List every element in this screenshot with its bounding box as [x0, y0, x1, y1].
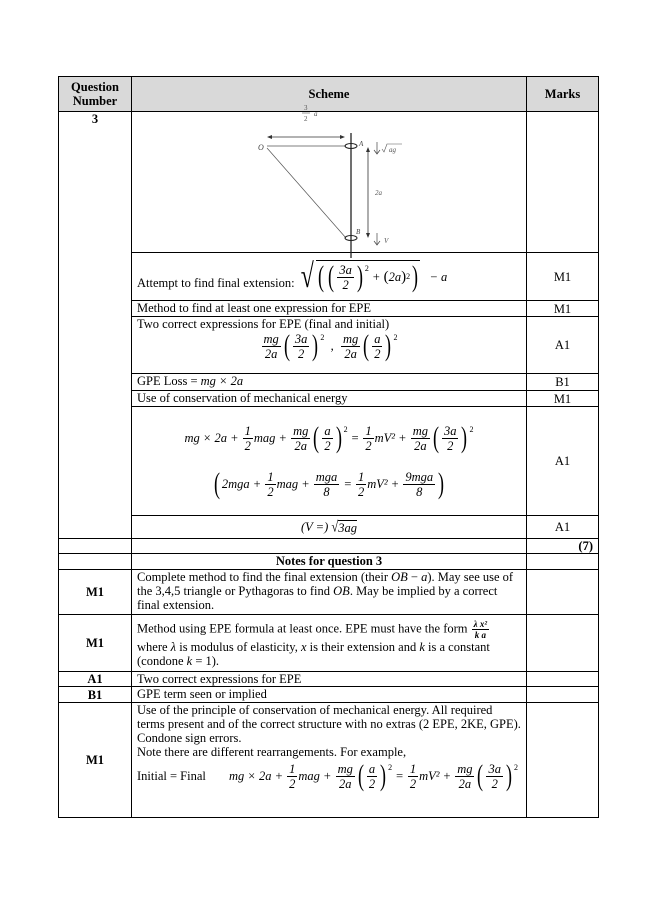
speed-A-label: ag	[389, 146, 396, 154]
right-paren: )	[401, 268, 407, 285]
math-text: 2	[358, 484, 365, 499]
empty-cell	[527, 687, 599, 703]
math-text: 3a	[488, 761, 501, 776]
left-paren: (	[432, 421, 439, 454]
mark: B1	[527, 374, 599, 391]
left-paren: (	[318, 260, 325, 293]
math-text: ,	[324, 339, 340, 353]
math-text: 2	[368, 776, 376, 791]
math-text: mag +	[298, 769, 335, 783]
math-text: mg	[412, 423, 428, 438]
denominator	[411, 439, 430, 453]
empty-cell	[527, 615, 599, 672]
math-text: mV² +	[374, 431, 410, 445]
denominator	[262, 347, 281, 361]
right-paren: )	[385, 329, 392, 362]
example-label: Initial = Final	[137, 769, 206, 783]
square-root	[331, 520, 357, 535]
fraction	[442, 424, 459, 453]
numerator	[314, 470, 340, 485]
math-text: 3a	[294, 331, 308, 346]
fraction	[322, 424, 332, 453]
text: Method using EPE formula at least once. EPE must have the form	[137, 620, 471, 635]
numerator	[341, 332, 360, 347]
math-text: +	[368, 270, 384, 284]
scheme-row	[59, 516, 599, 539]
final-extension-math	[298, 257, 448, 295]
text: . May be implied by a correct final extension.	[137, 584, 501, 612]
parenthesis-group	[384, 270, 411, 285]
empty-cell	[59, 554, 132, 570]
scheme-row	[59, 253, 599, 301]
math-text: 1	[365, 423, 372, 438]
math-text: (V =)	[300, 520, 332, 534]
mark: M1	[527, 391, 599, 407]
italic-text: a	[421, 570, 428, 584]
parenthesis-group	[356, 761, 392, 791]
text: −	[407, 570, 422, 584]
math-text: mg	[337, 761, 353, 776]
right-paren: )	[505, 759, 512, 792]
epe-expressions-cell	[132, 317, 527, 374]
fraction	[314, 470, 340, 499]
text: is their extension and	[306, 639, 420, 654]
scheme-row	[59, 391, 599, 407]
italic-text: OB	[391, 570, 408, 584]
note-text	[137, 703, 521, 759]
left-paren: (	[357, 759, 364, 792]
math-text: mg	[457, 761, 473, 776]
exponent: 2	[320, 333, 325, 342]
left-paren: (	[328, 260, 335, 293]
denominator	[403, 485, 435, 499]
math-text: 2	[342, 277, 349, 292]
fraction	[403, 470, 435, 499]
math-text: mga	[315, 469, 338, 484]
epe-expressions-math	[261, 331, 398, 361]
text: Two correct expressions for EPE	[137, 672, 302, 686]
math-text: a	[324, 423, 331, 438]
label-B: B	[356, 228, 361, 236]
denominator	[291, 439, 310, 453]
denominator	[337, 278, 354, 292]
right-paren: )	[412, 260, 419, 293]
parenthesis-group	[431, 423, 474, 453]
scheme-row	[59, 407, 599, 516]
note-mark: M1	[59, 615, 132, 672]
left-paren: (	[313, 421, 320, 454]
fraction	[486, 762, 503, 791]
mark: A1	[527, 516, 599, 539]
denominator	[442, 439, 459, 453]
final-answer	[301, 520, 357, 535]
parenthesis-group	[475, 761, 518, 791]
numerator	[291, 424, 310, 439]
math-text: 3a	[443, 423, 457, 438]
fraction	[293, 332, 310, 361]
string-OB	[267, 148, 346, 238]
question-number: 3	[59, 112, 132, 539]
note-mark: M1	[59, 703, 132, 818]
math-text: 2	[297, 346, 305, 361]
parenthesis-group	[311, 423, 347, 453]
right-paren: )	[380, 759, 387, 792]
math-text: 1	[358, 469, 365, 484]
radical-sign: √	[300, 257, 314, 295]
fraction	[243, 424, 253, 453]
math-text: 8	[416, 484, 423, 499]
math-text: 2	[324, 438, 331, 453]
total-marks: (7)	[527, 539, 599, 554]
math-text: a	[368, 761, 376, 776]
math-text: 2a	[344, 346, 357, 361]
fraction	[341, 332, 360, 361]
string-ring-diagram	[132, 103, 526, 244]
denominator	[455, 777, 474, 791]
exponent: 2	[343, 425, 348, 434]
numerator	[486, 762, 503, 777]
numerator	[411, 424, 430, 439]
horiz-num: 3	[304, 104, 308, 112]
gpe-math	[201, 374, 243, 388]
fraction	[337, 263, 354, 292]
note-mark: B1	[59, 687, 132, 703]
fraction	[408, 762, 418, 791]
italic-text: x	[300, 639, 307, 654]
denominator	[336, 777, 355, 791]
math-text: mg × 2a +	[184, 431, 242, 445]
italic-text: OB	[333, 584, 350, 598]
epe-expressions-label: Two correct expressions for EPE (final and initial)	[137, 317, 390, 331]
math-text: 2	[365, 438, 372, 453]
numerator	[322, 424, 332, 439]
fraction	[356, 470, 366, 499]
gpe-cell	[132, 374, 527, 391]
italic-text: k	[419, 639, 425, 654]
parenthesis-group	[282, 331, 325, 361]
text: where	[137, 639, 168, 654]
math-text: 2	[244, 438, 251, 453]
empty-cell	[527, 554, 599, 570]
math-text: 2	[374, 346, 381, 361]
math-text: mag +	[276, 477, 313, 491]
numerator	[455, 762, 474, 777]
mark-scheme-table	[58, 76, 599, 818]
text: GPE term seen or implied	[137, 687, 267, 701]
math-text: 9mga	[405, 469, 434, 484]
numerator	[356, 470, 366, 485]
example-equation	[229, 761, 518, 791]
math-text: 1	[409, 761, 417, 776]
text: ). May see use of the 3,4,5 triangle or Pythagoras to find	[137, 570, 517, 598]
radical-sign: √	[331, 518, 339, 535]
scheme-row	[59, 317, 599, 374]
final-extension-cell	[132, 253, 527, 301]
diagram-cell	[132, 104, 527, 253]
exponent: 2	[393, 333, 398, 342]
numerator	[408, 762, 418, 777]
note-row	[59, 672, 599, 687]
math-text: 2a	[414, 438, 427, 453]
left-paren: (	[363, 329, 370, 362]
diagram-row	[59, 112, 599, 253]
parenthesis-group	[326, 262, 369, 292]
right-paren: )	[356, 260, 363, 293]
math-text: 2	[289, 776, 296, 791]
denominator	[287, 777, 297, 791]
numerator	[262, 332, 281, 347]
math-text: λ x²	[473, 618, 488, 629]
epe-method-text: Method to find at least one expression for EPE	[132, 301, 527, 317]
header-scheme: Scheme	[132, 77, 527, 112]
denominator	[486, 777, 503, 791]
math-text: 2a	[458, 776, 472, 791]
mark: A1	[527, 407, 599, 516]
right-paren: )	[312, 329, 319, 362]
notes-title: Notes for question 3	[132, 554, 527, 570]
numerator	[372, 332, 382, 347]
fraction	[262, 332, 281, 361]
final-extension-label: Attempt to find final extension:	[137, 275, 295, 290]
numerator	[293, 332, 310, 347]
note-row	[59, 703, 599, 818]
math-text: 1	[267, 469, 274, 484]
empty-cell	[59, 539, 132, 554]
math-text: mag +	[253, 431, 291, 445]
math-text: − a	[420, 269, 448, 284]
math-text: 1	[244, 423, 251, 438]
note-text	[132, 687, 527, 703]
empty-cell	[527, 570, 599, 615]
mark: M1	[527, 301, 599, 317]
numerator	[265, 470, 275, 485]
header-question-number: Question Number	[59, 77, 132, 112]
horiz-var: a	[314, 110, 318, 118]
numerator	[243, 424, 253, 439]
numerator	[363, 424, 373, 439]
math-text: 2	[409, 776, 417, 791]
note-cell	[132, 703, 527, 818]
numerator	[367, 762, 377, 777]
numerator	[442, 424, 459, 439]
denominator	[341, 347, 360, 361]
text: = 1).	[192, 653, 220, 668]
text: Use of the principle of conservation of mechanical energy. All required terms present and of the correct structure with no extras (2 EPE, 2KE, GPE). Condone sign errors. Note there are different rearrangements. For example,	[137, 703, 521, 759]
math-text: 2	[267, 484, 274, 499]
denominator	[472, 630, 489, 640]
math-text: 3a	[339, 262, 352, 277]
denominator	[265, 485, 275, 499]
text: Complete method to find the final extension (their	[137, 570, 392, 584]
denominator	[293, 347, 310, 361]
fraction	[363, 424, 373, 453]
numerator	[337, 263, 354, 278]
left-paren: (	[383, 268, 389, 285]
numerator	[472, 619, 489, 630]
radicand	[338, 520, 357, 535]
denominator	[322, 439, 332, 453]
header-marks: Marks	[527, 77, 599, 112]
right-paren: )	[438, 467, 445, 500]
note-row	[59, 687, 599, 703]
final-answer-cell	[132, 516, 527, 539]
denominator	[356, 485, 366, 499]
numerator	[287, 762, 297, 777]
note-mark: M1	[59, 570, 132, 615]
math-text: mV² +	[419, 769, 455, 783]
scheme-row	[59, 374, 599, 391]
exponent: 2	[406, 271, 411, 281]
math-text: 3ag	[338, 520, 358, 535]
mark: A1	[527, 317, 599, 374]
left-paren: (	[283, 329, 290, 362]
square-root	[298, 257, 420, 295]
label-O: O	[258, 143, 264, 152]
fraction	[287, 762, 297, 791]
note-text	[132, 672, 527, 687]
math-text: 2	[447, 438, 454, 453]
exponent: 2	[469, 425, 474, 434]
note-row	[59, 570, 599, 615]
energy-equation-cell	[132, 407, 527, 516]
math-text: 2a	[264, 346, 278, 361]
math-text: 2mga +	[221, 477, 265, 491]
math-text: k a	[474, 629, 486, 640]
diagram-marks	[527, 112, 599, 253]
fraction	[291, 424, 310, 453]
math-text: 2a	[294, 438, 308, 453]
math-text: mg × 2a	[200, 374, 244, 388]
fraction	[367, 762, 377, 791]
label-A: A	[359, 140, 364, 148]
math-text: 8	[323, 484, 330, 499]
radicand	[316, 260, 420, 294]
notes-title-row	[59, 554, 599, 570]
math-text: =	[392, 769, 407, 783]
total-row	[59, 539, 599, 554]
denominator	[372, 347, 382, 361]
math-text: mg	[263, 331, 279, 346]
exponent: 2	[364, 264, 369, 273]
math-text: mg	[342, 331, 359, 346]
math-text: 2	[491, 776, 498, 791]
right-paren: )	[461, 421, 468, 454]
note-text	[132, 615, 527, 672]
denominator	[367, 777, 377, 791]
left-paren: (	[477, 759, 484, 792]
vertical-label: 2a	[375, 189, 382, 197]
fraction	[372, 332, 382, 361]
text: is a constant (condone	[137, 639, 493, 668]
conservation-text: Use of conservation of mechanical energy	[132, 391, 527, 407]
math-text: 2a	[339, 776, 352, 791]
numerator	[336, 762, 355, 777]
math-text: a	[374, 331, 381, 346]
math-text: 1	[289, 761, 296, 776]
exponent: 2	[388, 763, 393, 772]
math-text: =	[347, 431, 363, 445]
parenthesis-group	[212, 469, 446, 499]
horiz-den: 2	[304, 115, 308, 123]
exponent: 2	[513, 763, 518, 772]
gpe-label: GPE Loss =	[137, 374, 201, 388]
empty-cell	[527, 703, 599, 818]
empty-cell	[527, 672, 599, 687]
math-text: mg × 2a +	[229, 769, 287, 783]
denominator	[314, 485, 340, 499]
fraction	[411, 424, 430, 453]
note-row	[59, 615, 599, 672]
speed-B-label: V	[384, 237, 389, 245]
numerator	[403, 470, 435, 485]
energy-equation	[185, 423, 474, 453]
text: is modulus of elasticity,	[176, 639, 301, 654]
energy-equation-simplified	[212, 469, 446, 499]
right-paren: )	[335, 421, 342, 454]
parenthesis-group	[361, 331, 397, 361]
italic-text: λ	[170, 639, 177, 654]
empty-cell	[132, 539, 527, 554]
fraction	[336, 762, 355, 791]
mark: M1	[527, 253, 599, 301]
parenthesis-group	[316, 262, 420, 292]
denominator	[408, 777, 418, 791]
math-text: mV² +	[367, 477, 403, 491]
math-text: 2a	[388, 270, 402, 284]
denominator	[363, 439, 373, 453]
math-text: mg	[293, 423, 309, 438]
math-text: =	[340, 477, 355, 491]
fraction	[265, 470, 275, 499]
note-text	[132, 570, 527, 615]
note-mark: A1	[59, 672, 132, 687]
fraction	[455, 762, 474, 791]
left-paren: (	[213, 467, 220, 500]
scheme-row	[59, 301, 599, 317]
denominator	[243, 439, 253, 453]
italic-text: k	[186, 653, 193, 668]
fraction	[472, 619, 489, 640]
